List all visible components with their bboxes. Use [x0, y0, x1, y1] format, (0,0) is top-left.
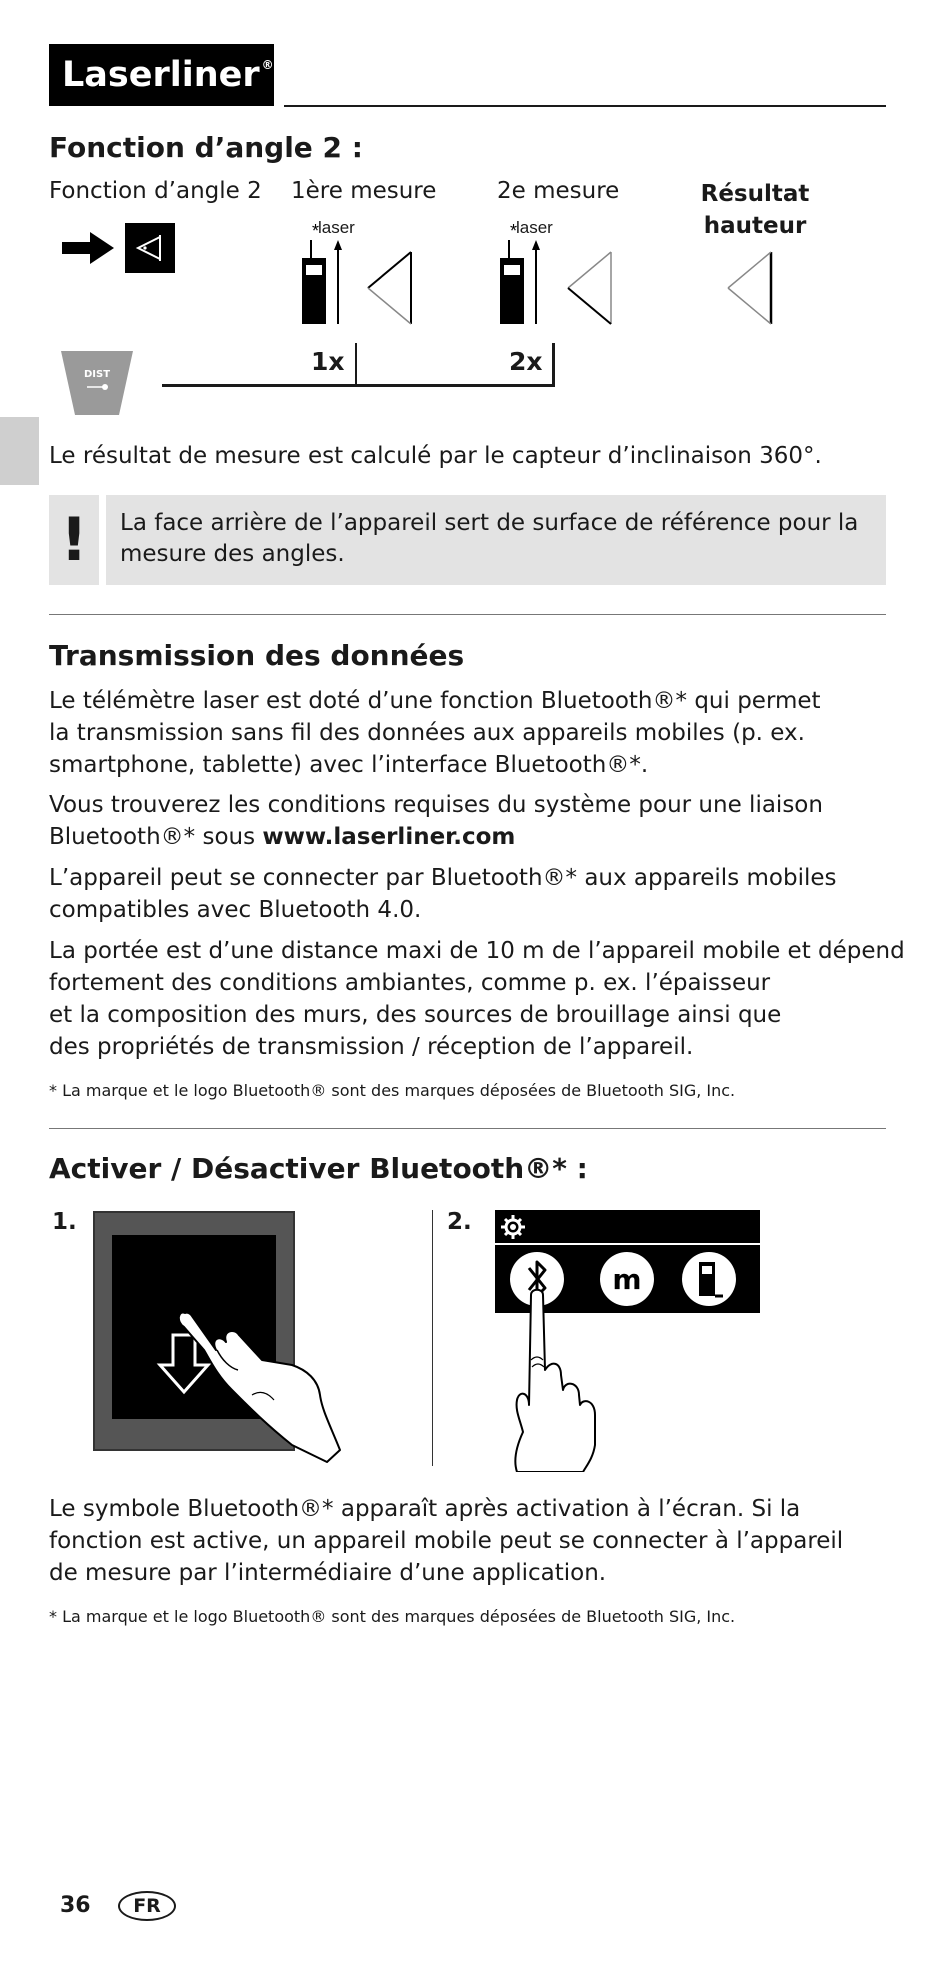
label-first-measure: 1ère mesure: [291, 178, 437, 204]
transmission-paragraph-4: [49, 935, 905, 1063]
brand-name: Laserliner: [62, 55, 260, 95]
label-result: [690, 178, 820, 242]
note-line-2: mesure des angles.: [120, 541, 345, 567]
text-line: L’appareil peut se connecter par Bluetooth®* aux appareils mobiles: [49, 865, 837, 891]
laser-label-2: laser: [516, 218, 553, 237]
text-line: la transmission sans fil des données aux appareils mobiles (p. ex.: [49, 720, 805, 746]
label-result-line1: Résultat: [700, 181, 810, 207]
hand-pointer-icon: [515, 1290, 595, 1472]
dist-button-icon: [61, 351, 133, 415]
brand-logo: [49, 44, 274, 106]
text-line-with-link: [49, 821, 823, 853]
section-title-bluetooth: Activer / Désactiver Bluetooth®* :: [49, 1152, 588, 1185]
note-line-1: La face arrière de l’appareil sert de surface de référence pour la: [120, 510, 859, 536]
text-line: fortement des conditions ambiantes, comme p. ex. l’épaisseur: [49, 970, 771, 996]
section-title-angle: Fonction d’angle 2 :: [49, 131, 363, 164]
transmission-paragraph-3: [49, 862, 836, 926]
divider-1: [49, 614, 886, 615]
menu-m-label: m: [612, 1263, 642, 1296]
triangle-icon: [565, 250, 615, 326]
triangle-icon: [365, 250, 415, 326]
angle-mode-icon: [125, 223, 175, 273]
text-line: et la composition des murs, des sources de brouillage ainsi que: [49, 1002, 782, 1028]
bluetooth-menu-illustration: [495, 1210, 761, 1472]
page-number: 36: [60, 1893, 91, 1918]
svg-text:*: *: [510, 221, 518, 241]
divider-2: [49, 1128, 886, 1129]
angle-paragraph: Le résultat de mesure est calculé par le capteur d’inclinaison 360°.: [49, 443, 822, 469]
text-line: Vous trouverez les conditions requises du système pour une liaison: [49, 792, 823, 818]
label-second-measure: 2e mesure: [497, 178, 620, 204]
text-line: de mesure par l’intermédiaire d’une application.: [49, 1560, 607, 1586]
text-line: compatibles avec Bluetooth 4.0.: [49, 897, 422, 923]
triangle-icon: [725, 250, 775, 326]
arrow-right-icon: [62, 232, 114, 264]
laser-label-1: laser: [318, 218, 355, 237]
text-line: des propriétés de transmission / réception de l’appareil.: [49, 1034, 694, 1060]
swipe-down-illustration: [92, 1210, 342, 1470]
step-number-1: 1.: [52, 1209, 77, 1235]
step-line: [162, 384, 555, 387]
text-line: La portée est d’une distance maxi de 10 m de l’appareil mobile et dépend: [49, 938, 905, 964]
footnote-2: * La marque et le logo Bluetooth® sont des marques déposées de Bluetooth SIG, Inc.: [49, 1607, 736, 1626]
brand-reg-mark: ®: [261, 58, 274, 72]
side-tab-marker: [0, 417, 39, 485]
step-label-1x: 1x: [311, 347, 345, 376]
text-line: fonction est active, un appareil mobile peut se connecter à l’appareil: [49, 1528, 844, 1554]
step-label-2x: 2x: [509, 347, 543, 376]
steps-divider: [432, 1210, 433, 1466]
section-title-transmission: Transmission des données: [49, 639, 465, 672]
text-line: Le télémètre laser est doté d’une fonction Bluetooth®* qui permet: [49, 688, 821, 714]
note-text: [120, 508, 880, 570]
warning-icon: !: [49, 495, 99, 585]
text-line: smartphone, tablette) avec l’interface Bluetooth®*.: [49, 752, 649, 778]
text-prefix: Bluetooth®* sous: [49, 824, 263, 850]
transmission-paragraph-2: [49, 789, 823, 853]
step-tick-2: [552, 343, 555, 384]
step-tick-1: [355, 343, 357, 384]
dist-label: DIST: [84, 369, 111, 380]
header-rule: [284, 105, 886, 107]
text-line: Le symbole Bluetooth®* apparaît après activation à l’écran. Si la: [49, 1496, 801, 1522]
label-result-line2: hauteur: [703, 213, 807, 239]
website-link[interactable]: www.laserliner.com: [262, 824, 516, 850]
language-badge: FR: [118, 1891, 176, 1921]
bluetooth-paragraph: [49, 1493, 843, 1589]
label-angle-function: Fonction d’angle 2: [49, 178, 262, 204]
step-number-2: 2.: [447, 1209, 472, 1235]
svg-text:*: *: [312, 221, 320, 241]
footnote-1: * La marque et le logo Bluetooth® sont des marques déposées de Bluetooth SIG, Inc.: [49, 1081, 736, 1100]
transmission-paragraph-1: [49, 685, 821, 781]
